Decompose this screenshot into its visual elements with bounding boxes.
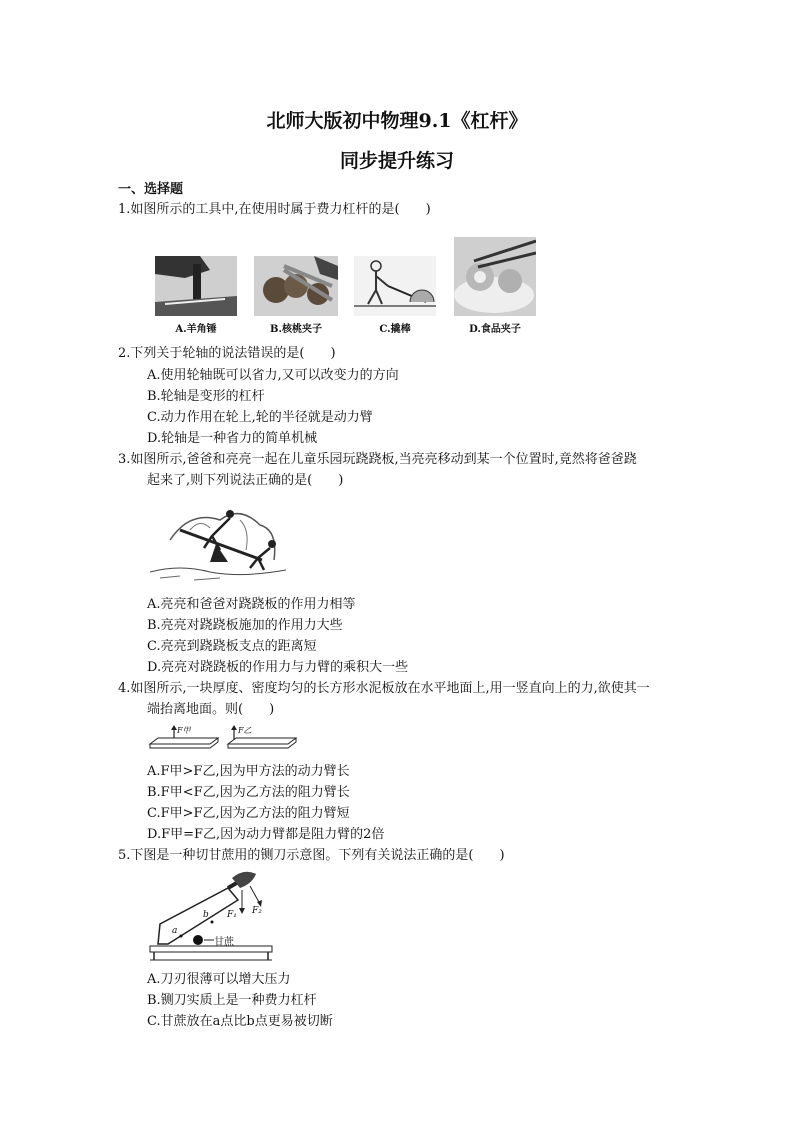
question-2: 2.下列关于轮轴的说法错误的是( )	[118, 346, 336, 361]
question-4-line2: 端抬离地面。则( )	[147, 702, 275, 717]
q4-option-a: A.F甲>F乙,因为甲方法的动力臂长	[147, 764, 350, 779]
q2-option-a: A.使用轮轴既可以省力,又可以改变力的方向	[147, 368, 399, 383]
page-title: 北师大版初中物理9.1《杠杆》	[266, 110, 528, 132]
q2-option-d: D.轮轴是一种省力的简单机械	[147, 431, 318, 446]
force-label-yi: F乙	[238, 726, 252, 735]
cane-cutter-icon	[148, 868, 274, 964]
cane-cutter-figure	[148, 868, 274, 964]
q3-option-a: A.亮亮和爸爸对跷跷板的作用力相等	[147, 597, 356, 612]
caption-c: C.撬棒	[379, 324, 411, 335]
question-3-line2: 起来了,则下列说法正确的是( )	[147, 473, 344, 488]
seesaw-icon	[150, 500, 286, 584]
point-b-label: b	[203, 910, 209, 920]
nutcracker-icon	[254, 256, 338, 316]
nutcracker-photo	[254, 256, 338, 316]
sugarcane-label: 甘蔗	[214, 937, 234, 948]
force-f1-label: F₁	[227, 910, 237, 920]
food-tongs-icon	[454, 237, 536, 316]
caption-a: A.羊角锤	[175, 324, 217, 335]
crowbar-drawing	[354, 256, 436, 316]
point-a-label: a	[172, 926, 178, 936]
question-4-line1: 4.如图所示,一块厚度、密度均匀的长方形水泥板放在水平地面上,用一竖直向上的力,欲使其一	[118, 681, 650, 696]
force-f2-label: F₂	[252, 906, 262, 916]
q2-option-b: B.轮轴是变形的杠杆	[147, 389, 265, 404]
q5-option-c: C.甘蔗放在a点比b点更易被切断	[147, 1014, 333, 1029]
crowbar-icon	[354, 256, 436, 316]
q4-option-d: D.F甲=F乙,因为动力臂都是阻力臂的2倍	[147, 827, 385, 842]
slab-icon	[148, 724, 298, 754]
question-1: 1.如图所示的工具中,在使用时属于费力杠杆的是( )	[118, 202, 431, 217]
section-heading: 一、选择题	[118, 182, 184, 197]
q3-option-b: B.亮亮对跷跷板施加的作用力大些	[147, 618, 343, 633]
food-tongs-photo	[454, 237, 536, 316]
force-label-jia: F甲	[177, 726, 191, 735]
caption-d: D.食品夹子	[469, 324, 521, 335]
q5-option-b: B.铡刀实质上是一种费力杠杆	[147, 993, 317, 1008]
question-3-line1: 3.如图所示,爸爸和亮亮一起在儿童乐园玩跷跷板,当亮亮移动到某一个位置时,竟然将爸爸跷	[118, 452, 637, 467]
claw-hammer-icon	[155, 256, 237, 316]
question-5: 5.下图是一种切甘蔗用的铡刀示意图。下列有关说法正确的是( )	[118, 848, 505, 863]
q3-option-c: C.亮亮到跷跷板支点的距离短	[147, 639, 317, 654]
caption-b: B.核桃夹子	[270, 324, 322, 335]
page-subtitle: 同步提升练习	[339, 150, 454, 172]
seesaw-drawing	[150, 500, 286, 584]
q4-option-b: B.F甲<F乙,因为乙方法的阻力臂长	[147, 785, 350, 800]
claw-hammer-photo	[155, 256, 237, 316]
q3-option-d: D.亮亮对跷跷板的作用力与力臂的乘积大一些	[147, 660, 409, 675]
q5-option-a: A.刀刃很薄可以增大压力	[147, 972, 291, 987]
q2-option-c: C.动力作用在轮上,轮的半径就是动力臂	[147, 410, 373, 425]
slab-figure	[148, 724, 298, 754]
q4-option-c: C.F甲>F乙,因为乙方法的阻力臂短	[147, 806, 350, 821]
